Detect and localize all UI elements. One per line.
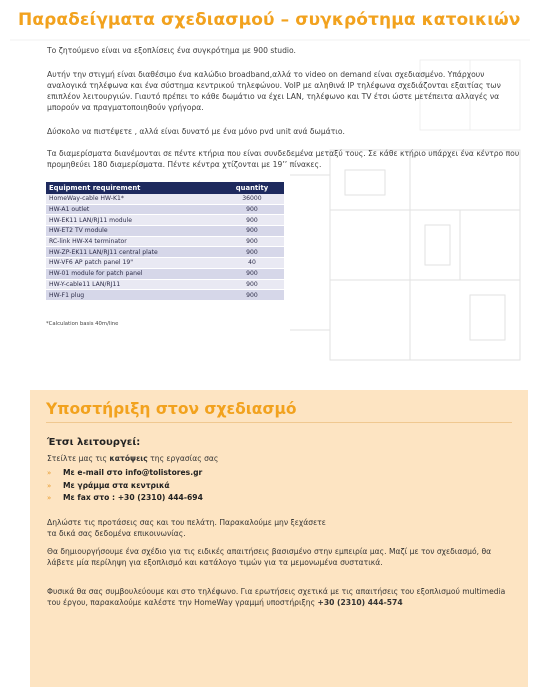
equipment-item: HW-A1 outlet	[46, 204, 220, 215]
equipment-quantity: 900	[220, 236, 284, 247]
equipment-quantity: 900	[220, 279, 284, 290]
equipment-quantity: 36000	[220, 194, 284, 204]
table-row	[46, 226, 284, 237]
equipment-table-header-row	[46, 182, 284, 194]
mail-contact: Με γράμμα στα κεντρικά	[63, 480, 170, 490]
equipment-item: RC-link HW-X4 terminator	[46, 236, 220, 247]
equipment-item: HW-ET2 TV module	[46, 226, 220, 237]
table-footnote: *Calculation basis 40m/line	[46, 321, 119, 327]
equipment-item: HW-VF6 AP patch panel 19"	[46, 258, 220, 269]
page-title: Παραδείγματα σχεδιασμού – συγκρότημα κατοικιών	[18, 10, 521, 30]
table-row	[46, 194, 284, 204]
table-row	[46, 290, 284, 301]
equipment-quantity: 900	[220, 204, 284, 215]
column-header-equipment: Equipment requirement	[46, 182, 220, 194]
equipment-item: HW-ZP-EK11 LAN/RJ11 central plate	[46, 247, 220, 258]
intro-paragraph-2: Αυτήν την στιγμή είναι διαθέσιμο ένα καλώδιο broadband,αλλά το video on demand είναι σχεδιασμένο. Υπάρχουν αναλογικά τηλέφωνα και ένα σύστημα κεντρικού τηλεφώνου. VoIP με αληθινά IP τηλέφωνα σχεδιάζονται εξαιτίας των επιπλέον λειτουργιών. Γιαυτό πρέπει το κάθε δωμάτιο να έχει LAN, τηλέφωνο και TV έτσι ώστε μετέπειτα αλλαγές να μπορούν να πραγματοποιηθούν γρήγορα.	[47, 70, 501, 112]
equipment-quantity: 900	[220, 226, 284, 237]
equipment-quantity: 900	[220, 215, 284, 226]
phone-support-text: Φυσικά θα σας συμβουλεύουμε και στο τηλέφωνο. Για ερωτήσεις σχετικά με τις απαιτήσεις του εξοπλισμού multimedia του έργου, παρακαλούμε καλέστε την HomeWay γραμμή υποστήριξης	[47, 587, 506, 607]
list-item	[47, 467, 203, 480]
equipment-quantity: 900	[220, 247, 284, 258]
table-row	[46, 268, 284, 279]
equipment-quantity: 900	[220, 268, 284, 279]
equipment-item: HomeWay-cable HW-K1*	[46, 194, 220, 204]
support-title: Υποστήριξη στον σχεδιασμό	[46, 400, 297, 418]
equipment-quantity: 900	[220, 290, 284, 301]
intro-paragraph-1: Το ζητούμενο είναι να εξοπλίσεις ένα συγκρότημα με 900 studio.	[47, 46, 296, 55]
bullet-icon: »	[47, 469, 52, 477]
send-instructions	[47, 453, 218, 464]
send-text-end: της εργασίας σας	[147, 454, 219, 463]
support-phone-number: +30 (2310) 444-574	[317, 598, 403, 607]
design-paragraph: Θα δημιουργήσουμε ένα σχέδιο για τις ειδικές απαιτήσεις βασισμένο στην εμπειρία μας. Μαζί με τον σχεδιασμό, θα λάβετε μία περίληψη για εξοπλισμό και κατάλογο τιμών για τα μεμονωμένα συστατικά.	[47, 547, 492, 567]
how-it-works-heading: Έτσι λειτουργεί:	[47, 437, 141, 448]
equipment-item: HW-F1 plug	[46, 290, 220, 301]
column-header-quantity: quantity	[220, 182, 284, 194]
fax-contact: Με fax στο : +30 (2310) 444-694	[63, 493, 203, 502]
table-row	[46, 247, 284, 258]
contact-methods-list	[47, 467, 203, 505]
intro-paragraph-3: Δύσκολο να πιστέψετε , αλλά είναι δυνατό με ένα μόνο pvd unit ανά δωμάτιο.	[47, 127, 345, 136]
equipment-quantity: 40	[220, 258, 284, 269]
intro-paragraph-4: Τα διαμερίσματα διανέμονται σε πέντε κτήρια που είναι συνδεδεμένα μεταξύ τους. Σε κάθε κτήριο υπάρχει ένα κέντρο που προμηθεύει 180 διαμερίσματα. Πέντε κέντρα χτίζονται με 19’’ πίνακες.	[47, 149, 520, 169]
list-item	[47, 480, 203, 493]
bullet-icon: »	[47, 494, 52, 502]
table-row	[46, 258, 284, 269]
phone-support-paragraph	[47, 586, 519, 608]
equipment-item: HW-01 module for patch panel	[46, 268, 220, 279]
table-row	[46, 279, 284, 290]
send-text-floorplans: κατόψεις	[109, 454, 148, 463]
table-row	[46, 215, 284, 226]
declare-paragraph: Δηλώστε τις προτάσεις σας και του πελάτη. Παρακαλούμε μην ξεχάσετε τα δικά σας δεδομένα επικοινωνίας.	[47, 518, 326, 538]
equipment-item: HW-Y-cable11 LAN/RJ11	[46, 279, 220, 290]
list-item	[47, 492, 203, 505]
email-contact: Με e-mail στο info@tolistores.gr	[63, 468, 203, 477]
send-text-start: Στείλτε μας τις	[47, 454, 110, 463]
design-support-section	[30, 390, 528, 687]
bullet-icon: »	[47, 481, 52, 490]
table-row	[46, 236, 284, 247]
equipment-item: HW-EK11 LAN/RJ11 module	[46, 215, 220, 226]
section-divider	[46, 422, 512, 423]
equipment-table	[46, 182, 284, 301]
table-row	[46, 204, 284, 215]
